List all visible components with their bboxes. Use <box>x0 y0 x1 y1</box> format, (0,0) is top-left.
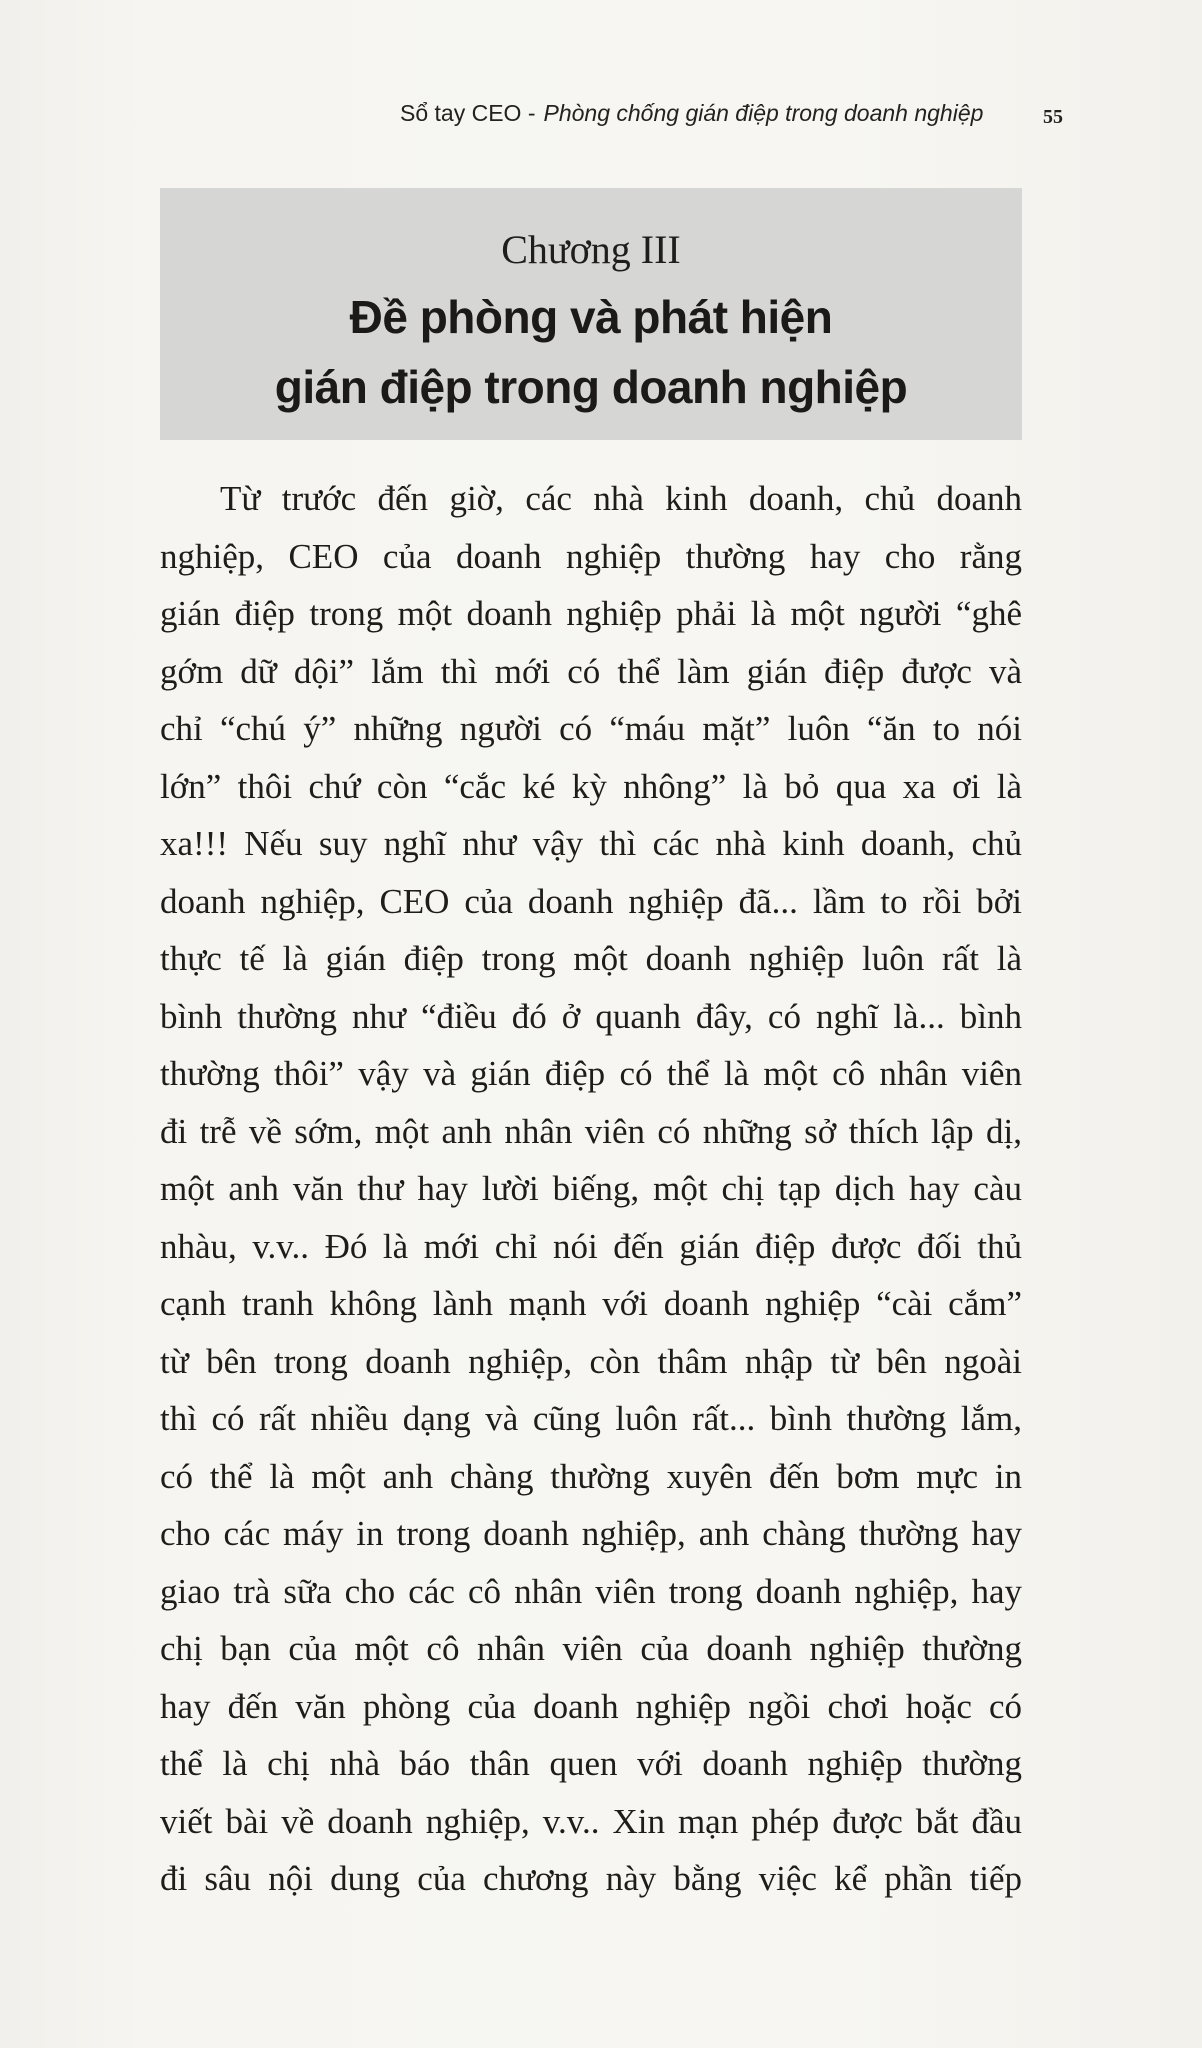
text-line: chị bạn của một cô nhân viên của doanh nghiệp thường <box>160 1629 1022 1668</box>
text-line: doanh nghiệp, CEO của doanh nghiệp đã... lầm to rồi bởi <box>160 881 1022 921</box>
text-line: thể là chị nhà báo thân quen với doanh nghiệp thường <box>160 1744 1022 1783</box>
chapter-title-line: Đề phòng và phát hiện <box>349 291 833 343</box>
text-line: Từ trước đến giờ, các nhà kinh doanh, chủ doanh <box>220 479 1022 518</box>
text-line: gớm dữ dội” lắm thì mới có thể làm gián điệp được và <box>160 651 1022 691</box>
text-line: viết bài về doanh nghiệp, v.v.. Xin mạn phép được bắt đầu <box>160 1801 1022 1841</box>
text-line: từ bên trong doanh nghiệp, còn thâm nhập từ bên ngoài <box>160 1341 1022 1381</box>
text-line: nhàu, v.v.. Đó là mới chỉ nói đến gián điệp được đối thủ <box>160 1226 1022 1266</box>
text-line: một anh văn thư hay lười biếng, một chị tạp dịch hay càu <box>160 1169 1022 1208</box>
text-line: gián điệp trong một doanh nghiệp phải là một người “ghê <box>160 594 1022 633</box>
text-line: nghiệp, CEO của doanh nghiệp thường hay cho rằng <box>160 536 1022 576</box>
text-line: chỉ “chú ý” những người có “máu mặt” luôn “ăn to nói <box>160 709 1022 748</box>
text-line: hay đến văn phòng của doanh nghiệp ngồi chơi hoặc có <box>160 1686 1022 1726</box>
text-line: cho các máy in trong doanh nghiệp, anh chàng thường hay <box>160 1514 1022 1553</box>
text-line: thì có rất nhiều dạng và cũng luôn rất... bình thường lắm, <box>160 1399 1022 1438</box>
text-line: lớn” thôi chứ còn “cắc ké kỳ nhông” là bỏ qua xa ơi là <box>160 766 1022 806</box>
text-line: cạnh tranh không lành mạnh với doanh nghiệp “cài cắm” <box>160 1284 1022 1323</box>
chapter-heading-box <box>160 188 1022 440</box>
text-line: đi trễ về sớm, một anh nhân viên có những sở thích lập dị, <box>160 1111 1022 1151</box>
chapter-label: Chương III <box>501 227 681 272</box>
text-line: bình thường như “điều đó ở quanh đây, có nghĩ là... bình <box>160 996 1022 1036</box>
text-line: giao trà sữa cho các cô nhân viên trong doanh nghiệp, hay <box>160 1571 1022 1611</box>
chapter-title-line: gián điệp trong doanh nghiệp <box>274 361 908 413</box>
page-number: 55 <box>1043 106 1063 128</box>
text-line: thực tế là gián điệp trong một doanh nghiệp luôn rất là <box>160 939 1022 978</box>
text-line: có thể là một anh chàng thường xuyên đến bơm mực in <box>160 1456 1022 1496</box>
body-paragraph <box>160 470 1022 1908</box>
header-book-title: Phòng chống gián điệp trong doanh nghiệp <box>543 100 984 126</box>
running-header <box>400 100 1080 127</box>
text-line: đi sâu nội dung của chương này bằng việc kể phần tiếp <box>160 1859 1022 1898</box>
header-series: Sổ tay CEO - <box>400 100 536 126</box>
text-line: thường thôi” vậy và gián điệp có thể là một cô nhân viên <box>160 1054 1022 1093</box>
text-line: xa!!! Nếu suy nghĩ như vậy thì các nhà kinh doanh, chủ <box>160 824 1022 863</box>
